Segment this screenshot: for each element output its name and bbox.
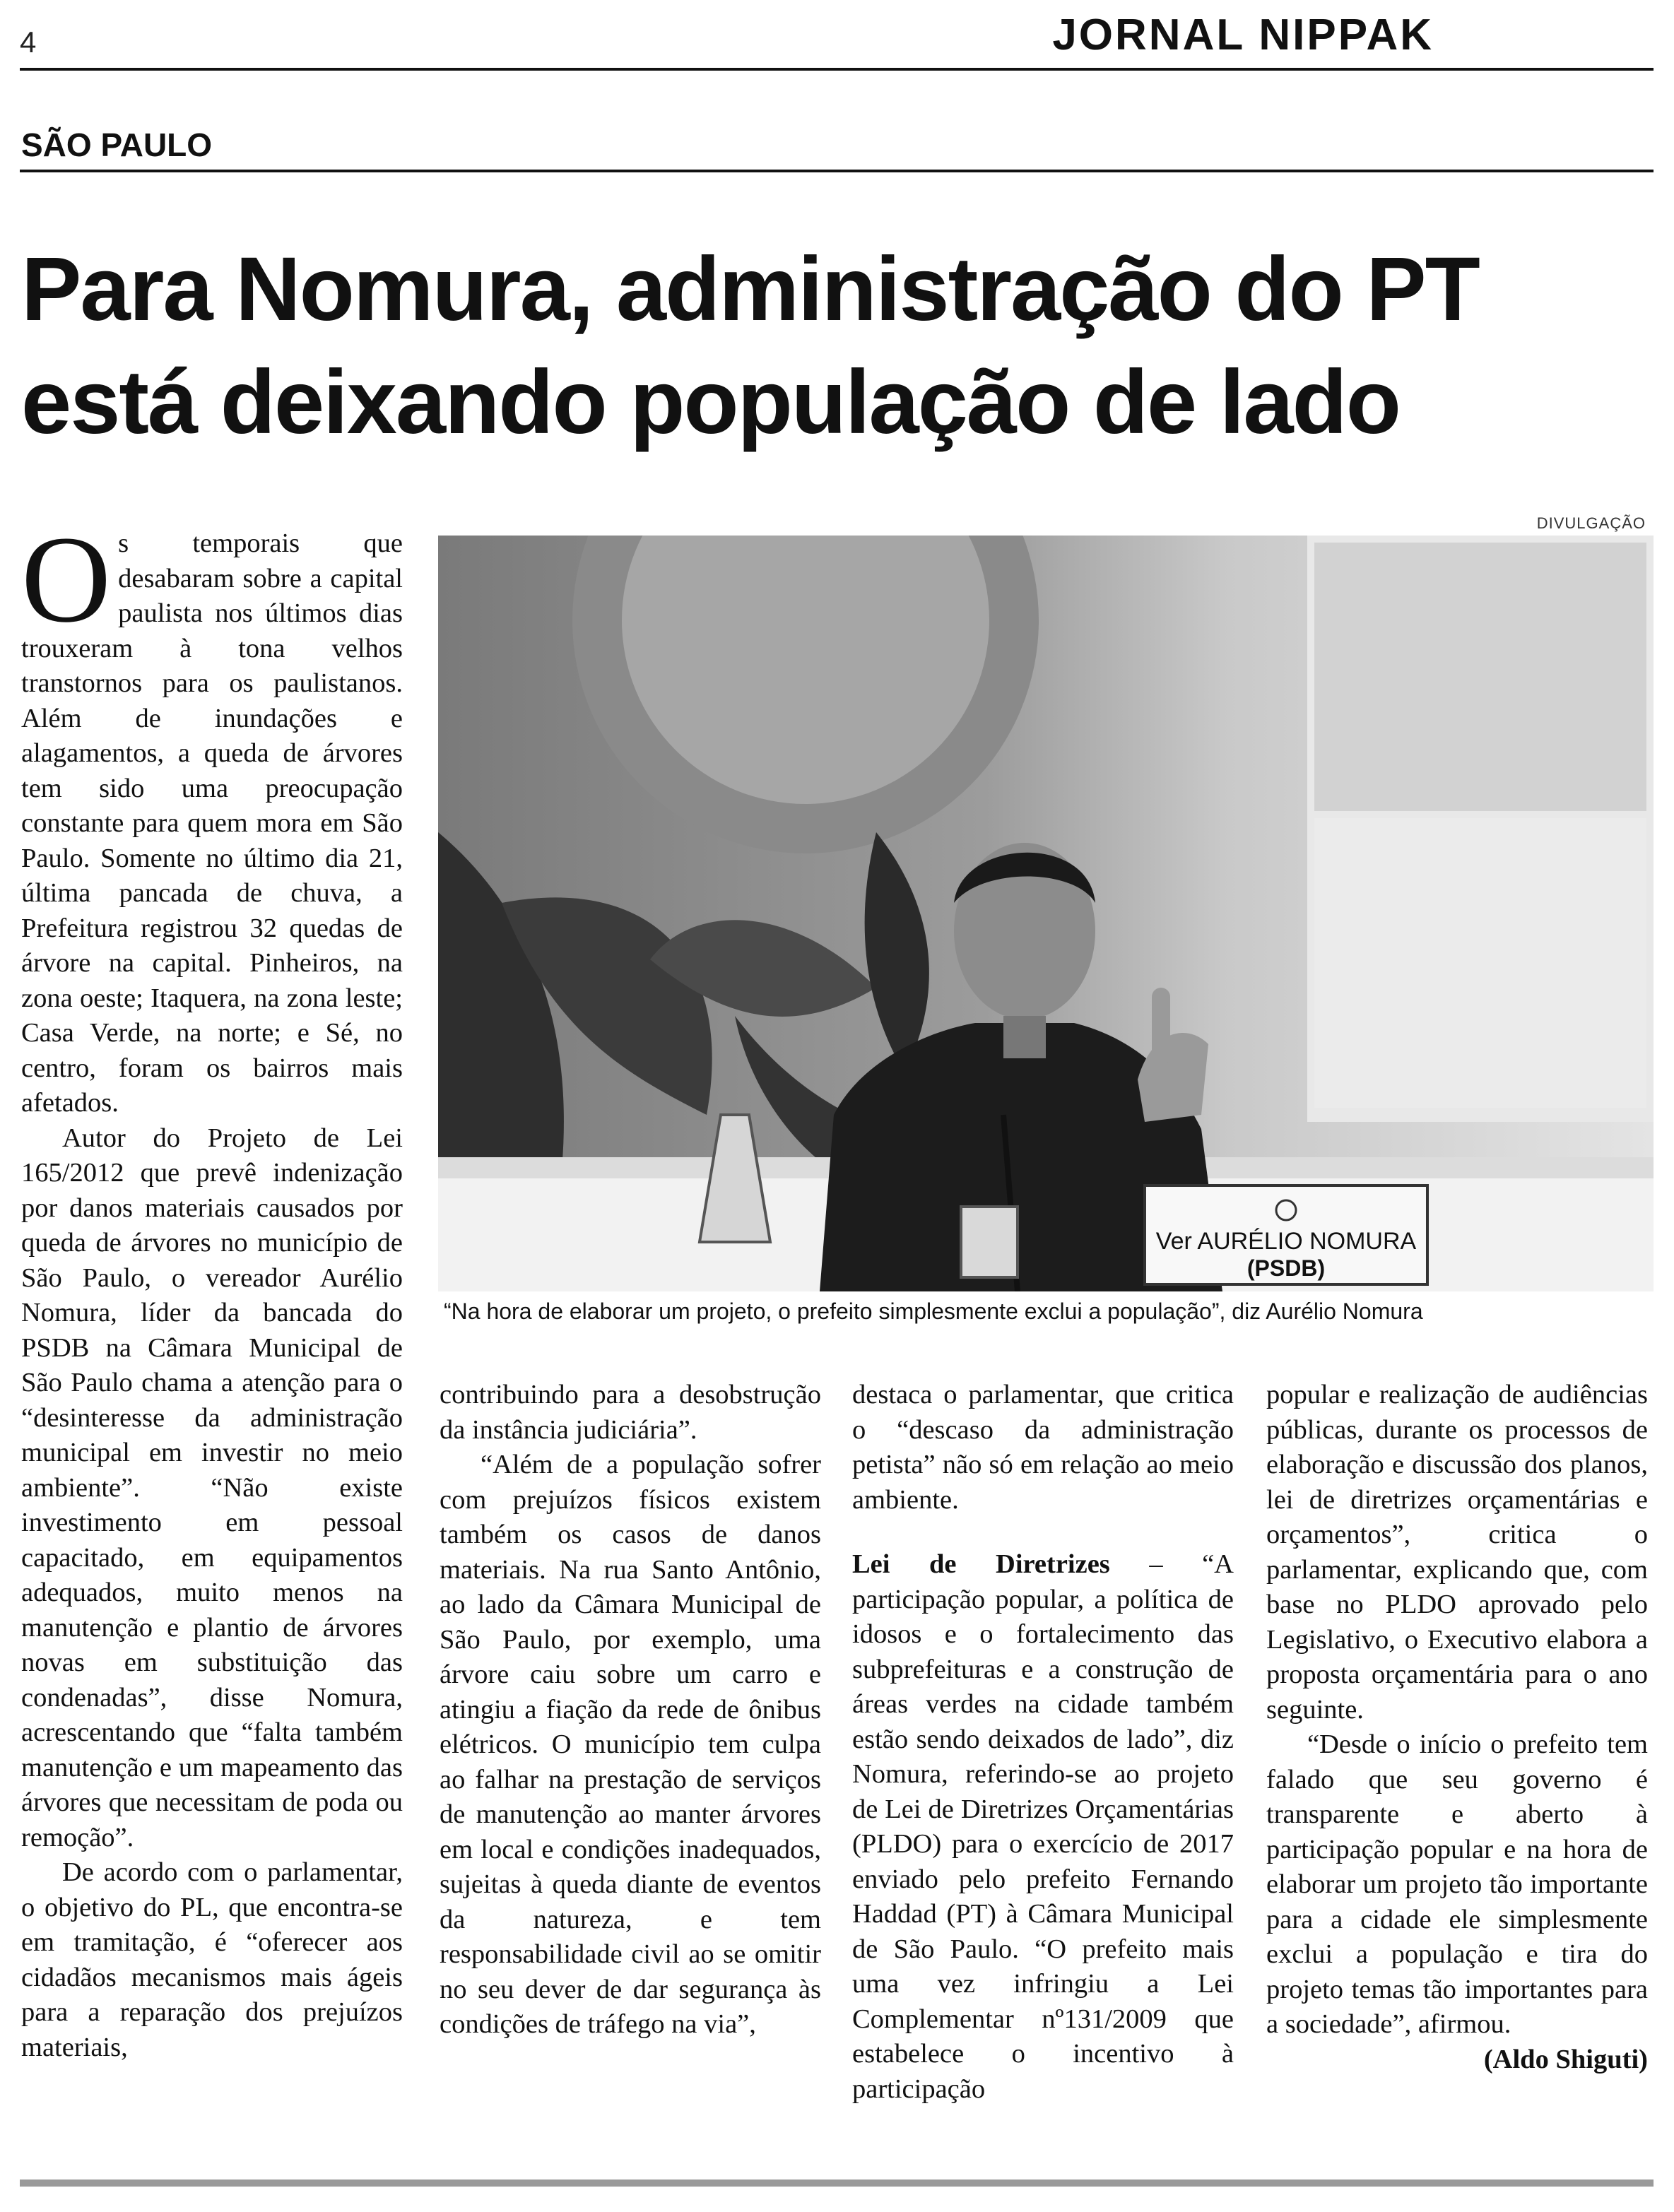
article-photo (438, 536, 1654, 1291)
author-signature: (Aldo Shiguti) (1483, 2044, 1648, 2074)
paragraph: “Além de a população sofrer com prejuízos físicos existem também os casos de danos materiais. Na rua Santo Antônio, ao lado da Câmara Municipal de São Paulo, por exemplo, uma árvore caiu sobre um carro e atingiu a fiação da rede de ônibus elétricos. O município tem culpa ao falhar na prestação de serviços de manutenção ao manter árvores em local e condições inadequados, sujeitas à queda diante de eventos da natureza, e tem responsabilidade civil ao se omitir no seu dever de dar segurança às condições de tráfego na via”, (440, 1450, 821, 2039)
section-rule (20, 170, 1654, 172)
placard-name: Ver AURÉLIO NOMURA (1155, 1228, 1417, 1255)
article-column-1 (21, 511, 403, 2065)
photo-credit: DIVULGAÇÃO (1536, 514, 1646, 532)
article-column-3 (852, 1378, 1234, 2107)
photo-illustration (438, 536, 1654, 1291)
paragraph: destaca o parlamentar, que critica o “descaso da administração petista” não só em relação ao meio ambiente. (852, 1380, 1234, 1515)
footer-rule (20, 2180, 1654, 2187)
subheading: Lei de Diretrizes (852, 1549, 1110, 1579)
paragraph: “Desde o início o prefeito tem falado que seu governo é transparente e aberto à participação popular e na hora de elaborar um projeto tão importante para a cidade ele simplesmente exclui a população e tira do projeto temas tão importantes para a sociedade”, afirmou. (1266, 1729, 1648, 2039)
header-rule (20, 68, 1654, 71)
photo-caption: “Na hora de elaborar um projeto, o prefeito simplesmente exclui a população”, diz Aurélio Nomura (444, 1299, 1423, 1324)
masthead: JORNAL NIPPAK (1052, 11, 1434, 59)
paragraph: popular e realização de audiências públicas, durante os processos de elaboração e discussão dos planos, lei de diretrizes orçamentárias e orçamentos”, critica o parlamentar, explicando que, com base no PLDO aprovado pelo Legislativo, o Executivo elabora a proposta orçamentária para o ano seguinte. (1266, 1380, 1648, 1725)
paragraph: s temporais que desabaram sobre a capital paulista nos últimos dias trouxeram à tona velhos transtornos para os paulistanos. Além de inundações e alagamentos, a queda de árvores tem sido uma preocupação constante para quem mora em São Paulo. Somente no último dia 21, última pancada de chuva, a Prefeitura registrou 32 quedas de árvore na capital. Pinheiros, na zona oeste; Itaquera, na zona leste; Casa Verde, na norte; e Sé, no centro, foram os bairros mais afetados. (21, 528, 403, 1118)
placard-party: (PSDB) (1246, 1255, 1326, 1281)
paragraph: De acordo com o parlamentar, o objetivo do PL, que encontra-se em tramitação, é “oferecer aos cidadãos mecanismos mais ágeis para a reparação dos prejuízos materiais, (21, 1857, 403, 2062)
drop-cap: O (21, 511, 112, 649)
article-column-4 (1266, 1378, 1648, 2077)
paragraph: Autor do Projeto de Lei 165/2012 que prevê indenização por danos materiais causados por queda de árvores no município de São Paulo, o vereador Aurélio Nomura, líder da bancada do PSDB na Câmara Municipal de São Paulo chama a atenção para o “desinteresse da administração municipal em investir no meio ambiente”. “Não existe investimento em pessoal capacitado, em equipamentos adequados, muito menos na manutenção e plantio de árvores novas em substituição das condenadas”, disse Nomura, acrescentando que “falta também manutenção e um mapeamento das árvores que necessitam de poda ou remoção”. (21, 1123, 403, 1852)
page-number: 4 (20, 25, 37, 59)
article-column-2 (440, 1378, 821, 2042)
article-headline: Para Nomura, administração do PT está deixando população de lado (21, 239, 1479, 453)
section-label: SÃO PAULO (21, 126, 213, 163)
paragraph: – “A participação popular, a política de idosos e o fortalecimento das subprefeituras e a construção de áreas verdes na cidade também estão sendo deixados de lado”, diz Nomura, referindo-se ao projeto de Lei de Diretrizes Orçamentárias (PLDO) para o exercício de 2017 enviado pelo prefeito Fernando Haddad (PT) à Câmara Municipal de São Paulo. “O prefeito mais uma vez infringiu a Lei Complementar nº131/2009 que estabelece o incentivo à participação (852, 1549, 1234, 2104)
paragraph: contribuindo para a desobstrução da instância judiciária”. (440, 1380, 821, 1445)
